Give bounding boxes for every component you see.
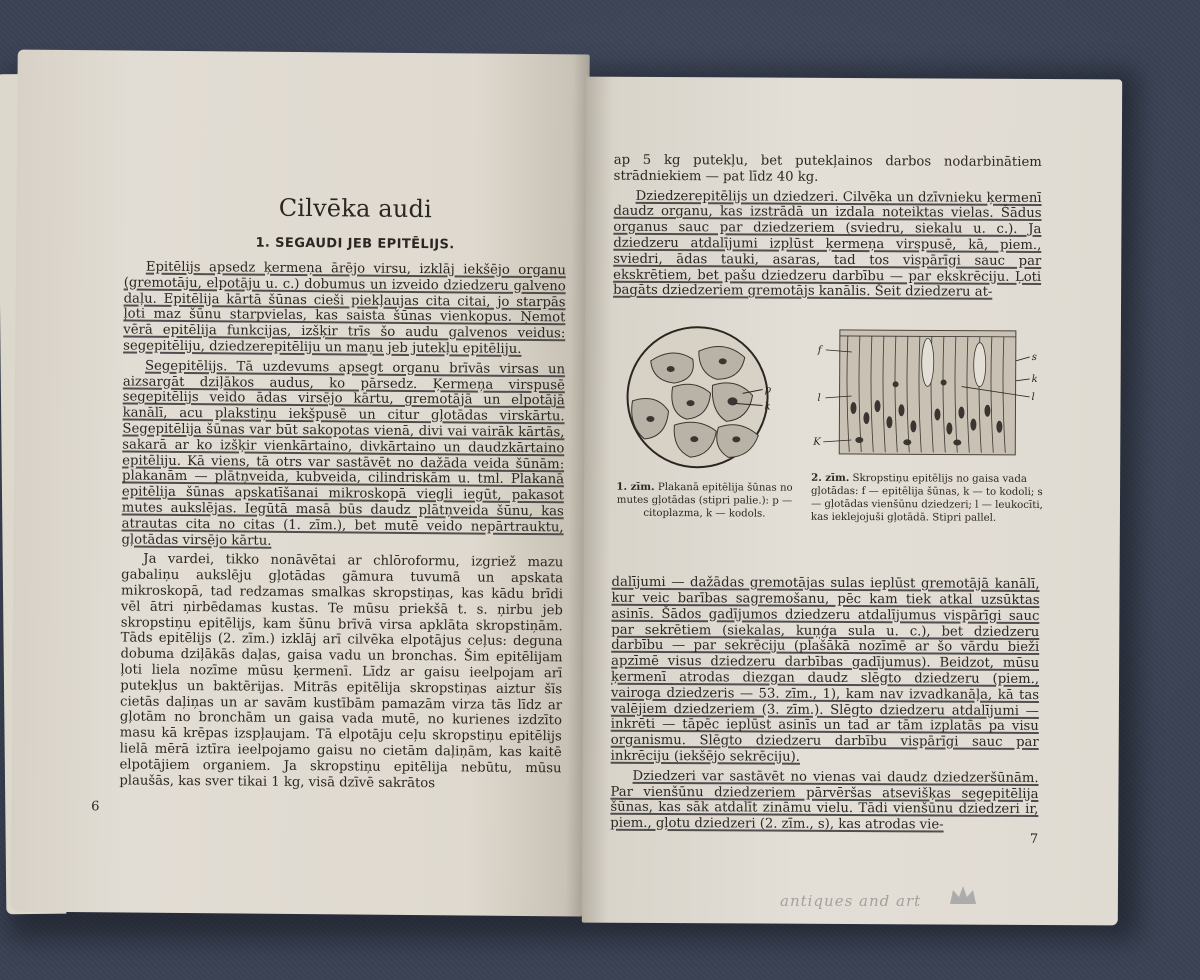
chapter-title: Cilvēka audi: [278, 193, 433, 224]
marker-p: p: [764, 384, 772, 396]
watermark-text: antiques and art: [780, 892, 922, 910]
right-page: [582, 77, 1122, 926]
caption-label: 2. zīm.: [811, 471, 850, 485]
caption-text: Skropstiņu epitēlijs no gaisa vada gļotādas: f — epitēlija šūnas, k — to kodoli; s — gļotādas vienšūnu dziedzeri; l — leukocīti, kas ieklejojuši gļotādā. Stipri pallel.: [810, 473, 1043, 524]
page-number: 7: [1029, 831, 1039, 847]
marker-l2: l: [1031, 392, 1035, 404]
squamous-cells-illustration: [612, 321, 798, 472]
figure-2-caption: [811, 472, 1043, 525]
caption-text: Plakanā epitēlija šūnas no mutes gļotādas (stipri palie.): p — citoplazma, k — kodols.: [616, 482, 793, 520]
marker-k: k: [1031, 374, 1038, 386]
crown-icon: [948, 884, 978, 908]
paragraph: Ja vardei, tikko nonāvētai ar chlōroformu, izgriež mazu gabaliņu aukslēju gļotādas gāmura tuvumā un apskata mikroskopā, tad redzamas smalkas skropstiņas, kas kādu brīdi vēl ātri ņirbēdamas kustas. Te mūsu priekšā t. s. ņirbu jeb skropstiņu epitēlijs, kam šūnu brīvā virsa apklāta skropstiņām. Tāds epitēlijs (2. zīm.) izklāj arī cilvēka elpotājus ceļus: deguna dobuma dziļākās daļas, gaisa vadu un bronchas. Šim epitēlijam ļoti liela nozīme mūsu ķermenī. Līdz ar gaisu ieelpojam arī putekļus un baktērijas. Mitrās epitēlija skropstiņas aiztur šīs cietās daļiņas un ar savām kustībām pamazām virza tās līdz ar gļotām no bronchām un gaisa vada mutē, no kurienes izdzīto masu kā krēpas izspļaujam. Tā elpotāju ceļu skropstiņu epitēlijs lielā mērā iztīra ieelpojamo gaisu no cietām daļiņām, kas kaitē elpotājiem organiem. Ja skropstiņu epitēlija nebūtu, mūsu plaušās, kas sver tikai 1 kg, visā dzīvē sakrātos: [119, 551, 564, 791]
marker-l: l: [817, 392, 821, 405]
section-title: 1. SEGAUDI JEB EPITĒLIJS.: [255, 235, 455, 253]
marker-f: f: [817, 344, 822, 357]
figure-2: [811, 322, 1044, 563]
marker-k: k: [764, 401, 771, 413]
marker-K: K: [813, 436, 821, 449]
paragraph: Dziedzerepitēlijs un dziedzeri. Cilvēka un dzīvnieku ķermenī daudz organu, kas izstrādā un izdala noteiktas vielas. Šādus organus sauc par dziedzeriem (sviedru, siekalu u. c.). Ja dziedzeru atdalījumi izplūst ķermeņa virspusē, kā, piem., sviedri, ādas tauki, asaras, tad tos vispārīgi sauc par ekskrētiem, bet pašu dziedzeru darbību — par ekskrēciju. Ļoti bagāts dziedzeriem gremotājs kanālis. Šeit dziedzeru at-: [613, 188, 1042, 301]
paragraph: Epitēlijs apsedz ķermeņa ārējo virsu, izklāj iekšējo organu (gremotāju, elpotāju u. c.) dobumus un izveido dziedzeru galveno daļu. Epitēlija kārtā šūnas cieši piekļaujas cita citai, jo starpās ļoti maz šūnu starpvielas, kas saista šūnas vienkopus. Ņemot vērā epitēlija funkcijas, izšķir trīs šo audu galvenos veidus: segepitēliju, dziedzerepitēliju un maņu jeb jutekļu epitēliju.: [123, 259, 566, 357]
figure-1-caption: [612, 481, 797, 521]
ciliated-epithelium-illustration: [811, 322, 1044, 463]
figure-1: [612, 321, 798, 562]
marker-s: s: [1031, 352, 1037, 364]
left-page: [10, 50, 590, 917]
paragraph: ap 5 kg putekļu, bet putekļainos darbos nodarbinātiem strādniekiem — pat līdz 40 kg.: [613, 152, 1042, 185]
caption-label: 1. zīm.: [616, 480, 655, 494]
page-number: 6: [91, 799, 100, 815]
paragraph: Dziedzeri var sastāvēt no vienas vai daudz dziedzeršūnām. Par vienšūnu dziedzeriem pārvēršas atsevišķas segepitēlija šūnas, kas sāk atdalīt zināmu vielu. Tādi vienšūnu dziedzeri ir, piem., gļotu dziedzeri (2. zīm., s), kas atrodas vie-: [610, 768, 1039, 833]
figures-row: [612, 321, 1041, 563]
paragraph: Segepitēlijs. Tā uzdevums apsegt organu brīvās virsas un aizsargāt dziļākos audus, ko pārsedz. Ķermeņa virspusē segepitēlijs veido ādas virsējo kārtu, gremotājā un elpotājā kanālī, acu plakstiņu iekšpusē un citur gļotādas virskārtu. Segepitēlija šūnas var būt sakopotas vienā, divi vai vairāk kārtās, sakarā ar ko izšķir vienkārtaino, divkārtaino un daudzkārtaino epitēliju. Kā viens, tā otrs var sastāvēt no dažāda veida šūnām: plakanām — plātņveida, kubveida, cilindriskām u. tml. Plakanā epitēlija šūnas apskatīšanai mikroskopā viegli iegūt, pakasot mutes aukslējas. Iegūtā masā būs daudz plātņveida šūnu, kas atrautas cita no citas (1. zīm.), bet mutē veido nepārtrauktu, gļotādas virsējo kārtu.: [121, 358, 566, 549]
paragraph: dalījumi — dažādas gremotājas sulas ieplūst gremotājā kanālī, kur veic barības sagremošanu, pēc kam tiek atkal uzsūktas asinīs. Šādos gadījumos dziedzeru atdalījumus vispārīgi sauc par sekrētiem (siekalas, kuņģa sula u. c.), bet dziedzeru darbību — par sekrēciju (plašākā nozīmē ar šo vārdu bieži apzīmē visus dziedzeru darbības gadījumus). Beidzot, mūsu ķermenī atrodas diezgan daudz slēgto dziedzeru (piem., vairoga dziedzeris — 53. zīm., 1), kam nav izvadkanāļa, kā tas valējiem dziedzeriem (3. zīm.). Slēgto dziedzeru atdalījumi — inkrēti — tāpēc ieplūst asinīs un tad ar tām izplatās pa visu organismu. Slēgto dziedzeru darbību vispārīgi sauc par inkrēciju (iekšējo sekrēciju).: [610, 574, 1040, 765]
